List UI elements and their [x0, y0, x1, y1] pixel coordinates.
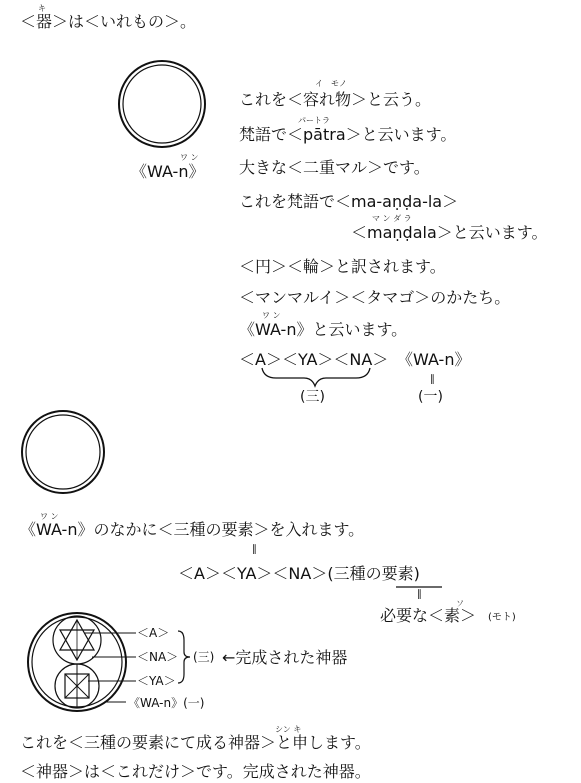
s1-line-6: ＜円＞＜輪＞と訳されます。	[239, 257, 446, 276]
diagram-label-a: ＜A＞	[137, 626, 170, 640]
footer-line1-ruby: シン キ	[275, 725, 302, 734]
footer-line-1: これを＜三種の要素にて成る神器＞と申します。	[20, 733, 371, 752]
s1-line-3: 大きな＜二重マル＞です。	[239, 158, 430, 177]
s2-equals-1: ∥	[252, 544, 257, 555]
diagram-label-ya: ＜YA＞	[137, 674, 176, 688]
wan-double-circle-top	[119, 61, 205, 147]
formula-left: ＜A＞＜YA＞＜NA＞	[239, 350, 389, 369]
line5-ruby: マ ン ダ ラ	[372, 214, 412, 223]
s1-line-5: ＜maṇḍala＞と云います。	[351, 223, 548, 242]
formula-right: 《WA-n》	[397, 350, 471, 369]
s2-equals-2: ∥	[417, 589, 422, 600]
diagram-label-na: ＜NA＞	[137, 650, 179, 664]
s2-line-3: 必要な＜素＞	[380, 606, 477, 625]
s2-line-2: ＜A＞＜YA＞＜NA＞(三種の要素)	[178, 564, 420, 583]
diagram-outer-label: 《WA-n》(一)	[128, 696, 205, 710]
wan-label-ruby: ワ ン	[180, 153, 199, 162]
wan-double-circle-middle	[22, 411, 104, 493]
formula-left-note: (三)	[300, 389, 325, 405]
wan-label: 《WA-n》	[131, 162, 205, 181]
formula-right-note: (一)	[418, 389, 443, 405]
heading-ruby: キ	[38, 4, 46, 13]
heading-text: ＜器＞は＜いれもの＞。	[20, 12, 197, 31]
diagram-group-note: (三)	[193, 650, 215, 664]
s1-line-2: 梵語で＜pātra＞と云います。	[239, 125, 457, 144]
s2-line-1: 《WA-n》のなかに＜三種の要素＞を入れます。	[20, 520, 365, 539]
formula-brace	[262, 368, 370, 386]
s2-line3-ruby: ソ	[456, 599, 464, 608]
line1-ruby: イ モノ	[315, 79, 347, 88]
line8-ruby: ワ ン	[262, 311, 281, 320]
line2-ruby: パートラ	[298, 116, 330, 125]
s1-line-8: 《WA-n》と云います。	[239, 320, 408, 339]
s2-line1-ruby: ワ ン	[40, 512, 59, 521]
diagram-arrow-text: ←完成された神器	[222, 648, 348, 667]
formula-equals: ∥	[430, 374, 435, 385]
s1-line-1: これを＜容れ物＞と云う。	[239, 90, 432, 109]
s1-line-4: これを梵語で＜ma-aṇḍa-la＞	[239, 192, 459, 211]
footer-line-2: ＜神器＞は＜これだけ＞です。完成された神器。	[20, 762, 371, 781]
s1-line-7: ＜マンマルイ＞＜タマゴ＞のかたち。	[239, 288, 511, 307]
s2-line-3-suffix: (モト)	[488, 612, 516, 623]
